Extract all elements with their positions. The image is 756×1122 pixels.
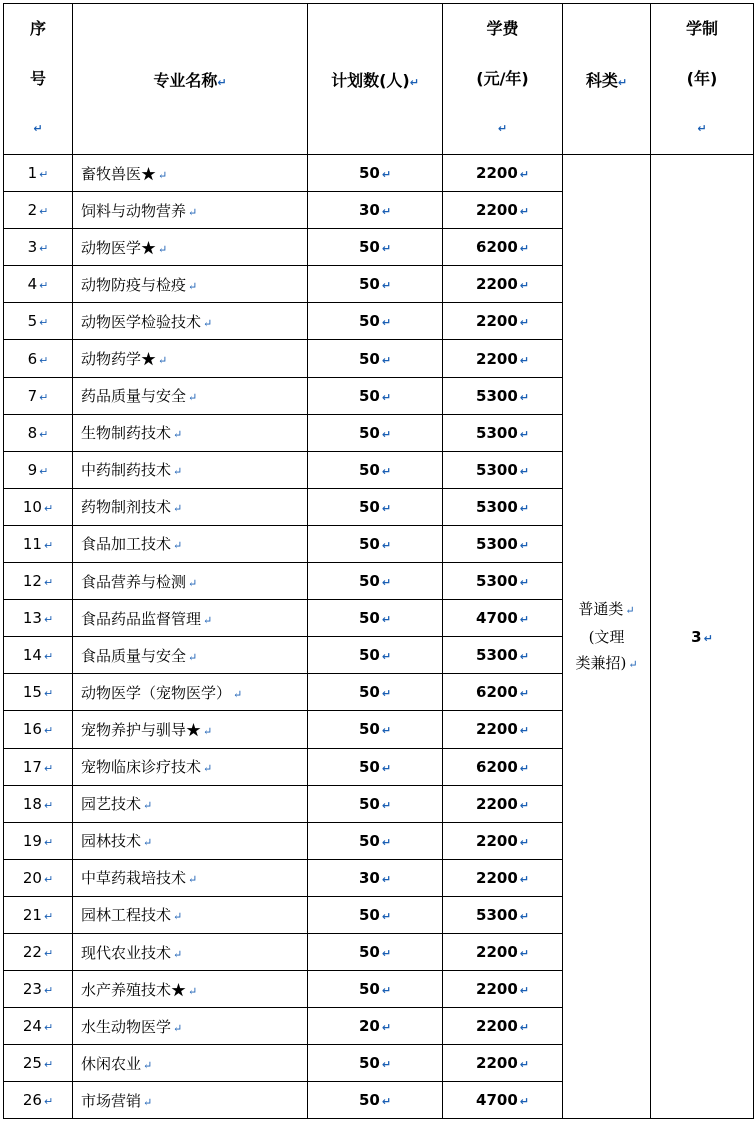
tuition-fee: 5300 ↵ [443, 563, 563, 600]
tuition-fee: 2200 ↵ [443, 822, 563, 859]
plan-count: 50 ↵ [308, 340, 443, 377]
plan-count: 50 ↵ [308, 600, 443, 637]
plan-count: 50 ↵ [308, 155, 443, 192]
major-name: 动物防疫与检疫 ↵ [73, 266, 308, 303]
tuition-fee: 6200 ↵ [443, 674, 563, 711]
row-index: 24 ↵ [4, 1008, 73, 1045]
major-name: 动物医学检验技术 ↵ [73, 303, 308, 340]
major-name: 药品质量与安全 ↵ [73, 377, 308, 414]
row-index: 13 ↵ [4, 600, 73, 637]
major-name: 现代农业技术 ↵ [73, 933, 308, 970]
row-index: 10 ↵ [4, 488, 73, 525]
row-index: 5 ↵ [4, 303, 73, 340]
enrollment-table [3, 3, 754, 1119]
row-index: 15 ↵ [4, 674, 73, 711]
major-name: 动物医学（宠物医学） ↵ [73, 674, 308, 711]
row-index: 12 ↵ [4, 563, 73, 600]
tuition-fee: 2200 ↵ [443, 1008, 563, 1045]
header-fee: 学费 (元/年) ↵ [443, 4, 563, 155]
row-index: 2 ↵ [4, 192, 73, 229]
row-index: 9 ↵ [4, 451, 73, 488]
tuition-fee: 5300 ↵ [443, 451, 563, 488]
plan-count: 50 ↵ [308, 674, 443, 711]
plan-count: 30 ↵ [308, 192, 443, 229]
header-seq: 序 号 ↵ [4, 4, 73, 155]
tuition-fee: 6200 ↵ [443, 748, 563, 785]
row-index: 6 ↵ [4, 340, 73, 377]
row-index: 23 ↵ [4, 971, 73, 1008]
plan-count: 50 ↵ [308, 1082, 443, 1119]
tuition-fee: 4700 ↵ [443, 1082, 563, 1119]
tuition-fee: 2200 ↵ [443, 192, 563, 229]
tuition-fee: 5300 ↵ [443, 896, 563, 933]
tuition-fee: 2200 ↵ [443, 711, 563, 748]
major-name: 食品质量与安全 ↵ [73, 637, 308, 674]
plan-count: 20 ↵ [308, 1008, 443, 1045]
row-index: 14 ↵ [4, 637, 73, 674]
header-years: 学制 (年) ↵ [651, 4, 754, 155]
plan-count: 50 ↵ [308, 525, 443, 562]
tuition-fee: 2200 ↵ [443, 971, 563, 1008]
plan-count: 50 ↵ [308, 303, 443, 340]
tuition-fee: 2200 ↵ [443, 933, 563, 970]
tuition-fee: 5300 ↵ [443, 377, 563, 414]
row-index: 19 ↵ [4, 822, 73, 859]
major-name: 园林工程技术 ↵ [73, 896, 308, 933]
tuition-fee: 2200 ↵ [443, 785, 563, 822]
row-index: 3 ↵ [4, 229, 73, 266]
plan-count: 50 ↵ [308, 711, 443, 748]
tuition-fee: 2200 ↵ [443, 266, 563, 303]
plan-count: 50 ↵ [308, 414, 443, 451]
plan-count: 50 ↵ [308, 748, 443, 785]
tuition-fee: 2200 ↵ [443, 155, 563, 192]
major-name: 畜牧兽医★ ↵ [73, 155, 308, 192]
tuition-fee: 2200 ↵ [443, 303, 563, 340]
major-name: 动物药学★ ↵ [73, 340, 308, 377]
table-body [4, 155, 754, 1119]
plan-count: 50 ↵ [308, 637, 443, 674]
tuition-fee: 2200 ↵ [443, 340, 563, 377]
plan-count: 50 ↵ [308, 229, 443, 266]
plan-count: 50 ↵ [308, 896, 443, 933]
row-index: 21 ↵ [4, 896, 73, 933]
major-name: 药物制剂技术 ↵ [73, 488, 308, 525]
row-index: 16 ↵ [4, 711, 73, 748]
major-name: 食品药品监督管理 ↵ [73, 600, 308, 637]
row-index: 8 ↵ [4, 414, 73, 451]
plan-count: 50 ↵ [308, 266, 443, 303]
major-name: 生物制药技术 ↵ [73, 414, 308, 451]
plan-count: 50 ↵ [308, 451, 443, 488]
table-row [4, 155, 754, 192]
major-name: 休闲农业 ↵ [73, 1045, 308, 1082]
tuition-fee: 5300 ↵ [443, 488, 563, 525]
plan-count: 50 ↵ [308, 933, 443, 970]
row-index: 1 ↵ [4, 155, 73, 192]
tuition-fee: 5300 ↵ [443, 525, 563, 562]
tuition-fee: 5300 ↵ [443, 414, 563, 451]
row-index: 20 ↵ [4, 859, 73, 896]
row-index: 17 ↵ [4, 748, 73, 785]
tuition-fee: 4700 ↵ [443, 600, 563, 637]
row-index: 18 ↵ [4, 785, 73, 822]
major-name: 水产养殖技术★ ↵ [73, 971, 308, 1008]
plan-count: 50 ↵ [308, 377, 443, 414]
major-name: 食品加工技术 ↵ [73, 525, 308, 562]
plan-count: 30 ↵ [308, 859, 443, 896]
major-name: 宠物临床诊疗技术 ↵ [73, 748, 308, 785]
plan-count: 50 ↵ [308, 785, 443, 822]
years-cell: 3 ↵ [651, 155, 754, 1119]
major-name: 饲料与动物营养 ↵ [73, 192, 308, 229]
tuition-fee: 6200 ↵ [443, 229, 563, 266]
tuition-fee: 2200 ↵ [443, 859, 563, 896]
plan-count: 50 ↵ [308, 488, 443, 525]
plan-count: 50 ↵ [308, 563, 443, 600]
row-index: 26 ↵ [4, 1082, 73, 1119]
header-plan: 计划数(人)↵ [308, 4, 443, 155]
row-index: 4 ↵ [4, 266, 73, 303]
row-index: 7 ↵ [4, 377, 73, 414]
major-name: 水生动物医学 ↵ [73, 1008, 308, 1045]
major-name: 园艺技术 ↵ [73, 785, 308, 822]
major-name: 动物医学★ ↵ [73, 229, 308, 266]
tuition-fee: 2200 ↵ [443, 1045, 563, 1082]
major-name: 中草药栽培技术 ↵ [73, 859, 308, 896]
major-name: 市场营销 ↵ [73, 1082, 308, 1119]
plan-count: 50 ↵ [308, 822, 443, 859]
row-index: 25 ↵ [4, 1045, 73, 1082]
major-name: 宠物养护与驯导★ ↵ [73, 711, 308, 748]
major-name: 食品营养与检测 ↵ [73, 563, 308, 600]
plan-count: 50 ↵ [308, 1045, 443, 1082]
header-name: 专业名称↵ [73, 4, 308, 155]
plan-count: 50 ↵ [308, 971, 443, 1008]
header-row [4, 4, 754, 155]
major-name: 中药制药技术 ↵ [73, 451, 308, 488]
row-index: 22 ↵ [4, 933, 73, 970]
major-name: 园林技术 ↵ [73, 822, 308, 859]
header-category: 科类↵ [563, 4, 651, 155]
category-cell: 普通类 ↵ (文理 类兼招) ↵ [563, 155, 651, 1119]
row-index: 11 ↵ [4, 525, 73, 562]
tuition-fee: 5300 ↵ [443, 637, 563, 674]
